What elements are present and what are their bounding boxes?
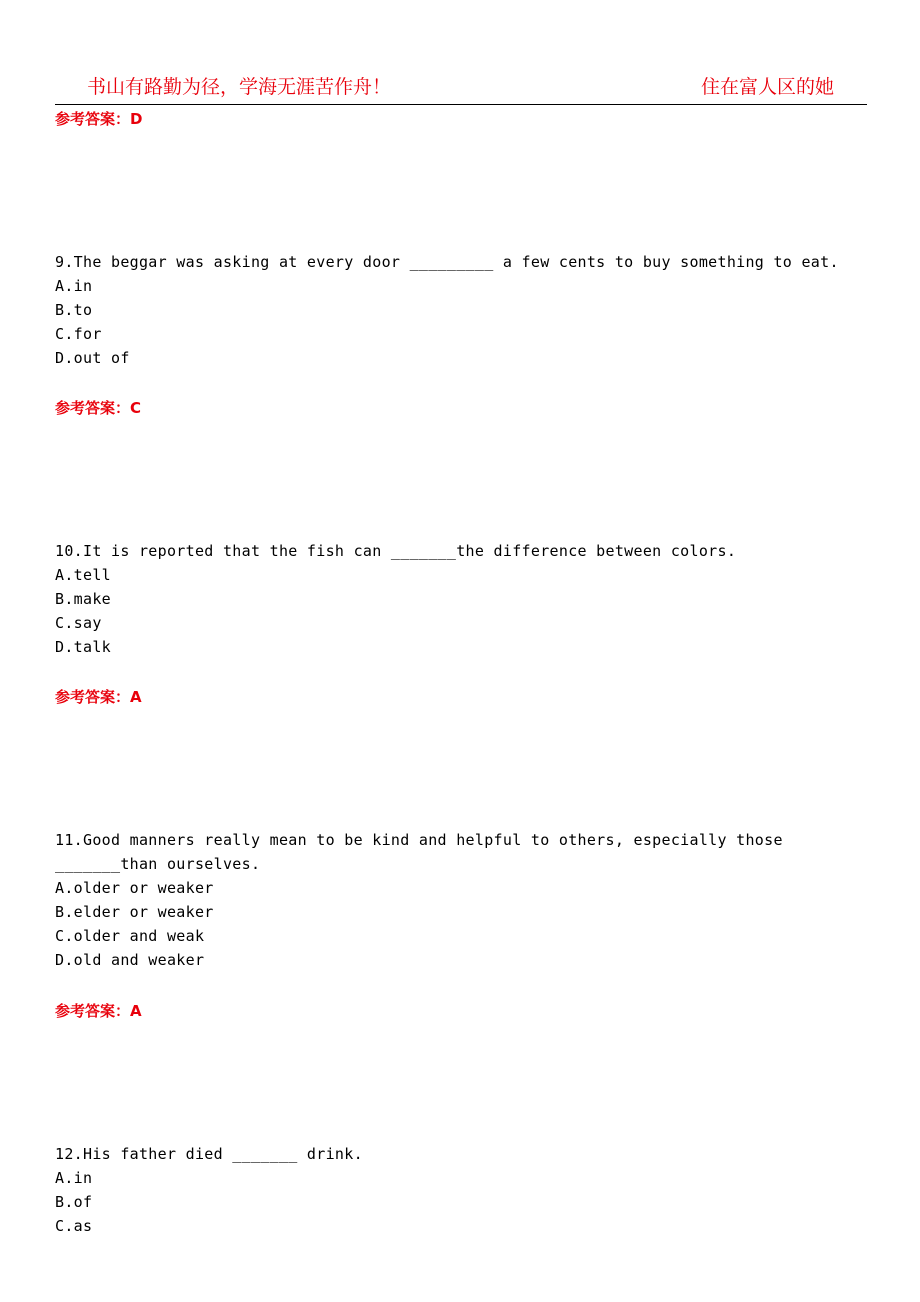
option-b: B.elder or weaker	[55, 903, 214, 921]
option-d: D.out of	[55, 349, 130, 367]
option-c: C.older and weak	[55, 927, 205, 945]
option-a: A.tell	[55, 566, 111, 584]
option-b: B.of	[55, 1193, 93, 1211]
answer-q9: 参考答案：C	[55, 399, 142, 417]
answer-previous: 参考答案：D	[55, 110, 143, 128]
question-12	[55, 1142, 867, 1238]
question-10	[55, 539, 867, 659]
question-stem: 9.The beggar was asking at every door _________ a few cents to buy something to eat.	[55, 253, 839, 271]
header-author: 住在富人区的她	[700, 76, 834, 98]
answer-q10: 参考答案：A	[55, 688, 142, 706]
page-header	[55, 70, 867, 105]
option-d: D.old and weaker	[55, 951, 205, 969]
question-stem: 10.It is reported that the fish can _______the difference between colors.	[55, 542, 737, 560]
option-b: B.make	[55, 590, 111, 608]
question-11	[55, 828, 867, 972]
option-d: D.talk	[55, 638, 111, 656]
option-a: A.in	[55, 277, 93, 295]
option-a: A.in	[55, 1169, 93, 1187]
question-stem: 11.Good manners really mean to be kind and helpful to others, especially those _______than ourselves.	[55, 831, 793, 873]
option-c: C.say	[55, 614, 102, 632]
question-stem: 12.His father died _______ drink.	[55, 1145, 363, 1163]
option-b: B.to	[55, 301, 93, 319]
option-c: C.for	[55, 325, 102, 343]
option-a: A.older or weaker	[55, 879, 214, 897]
answer-q11: 参考答案：A	[55, 1002, 142, 1020]
question-9	[55, 250, 867, 370]
option-c: C.as	[55, 1217, 93, 1235]
header-motto: 书山有路勤为径，学海无涯苦作舟！	[87, 76, 392, 98]
